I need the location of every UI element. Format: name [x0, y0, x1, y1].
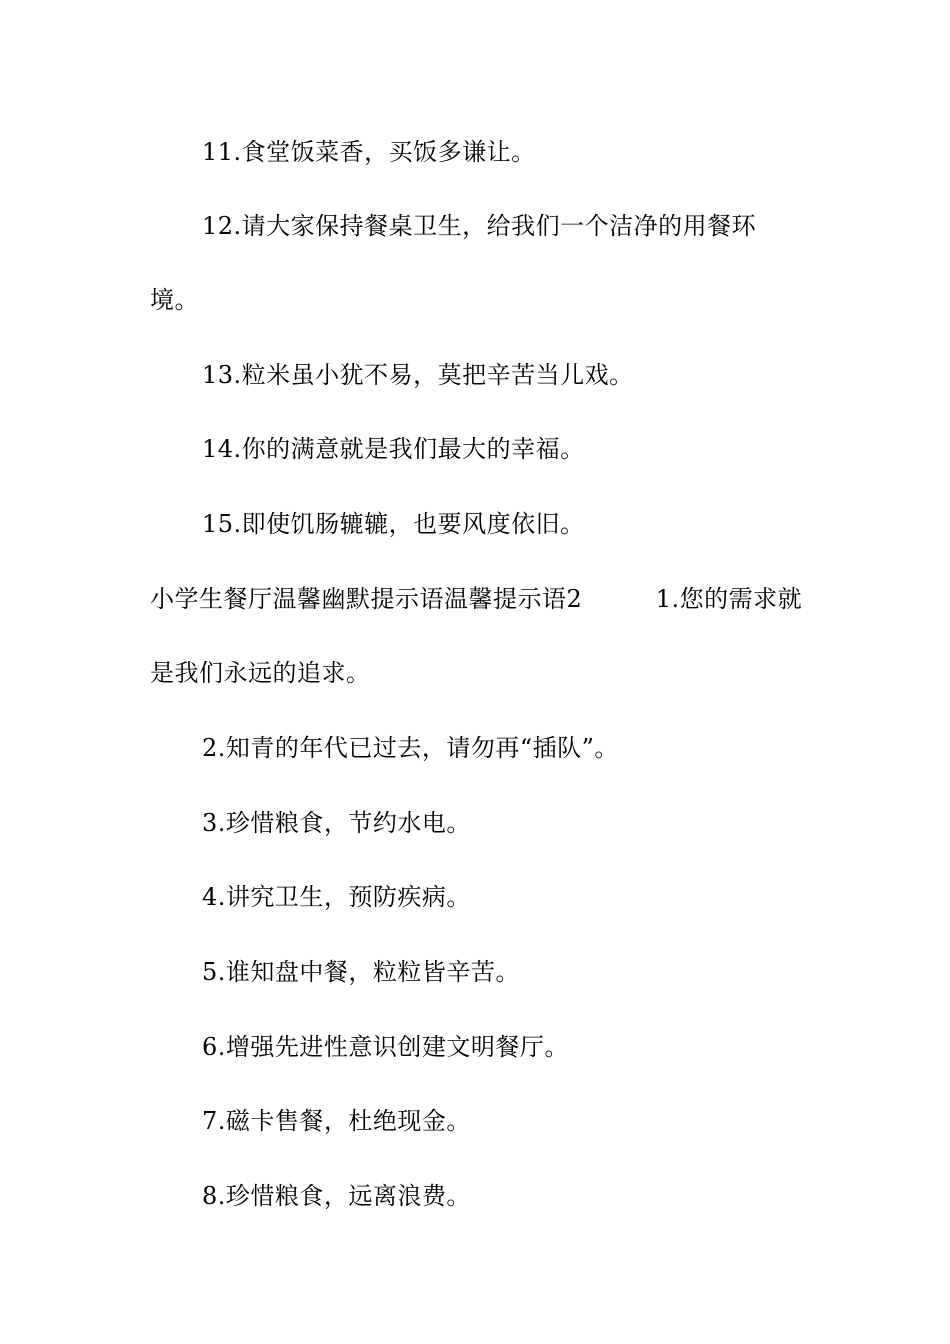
paragraph-line: 8.珍惜粮食，远离浪费。 — [202, 1182, 471, 1210]
paragraph-line: 是我们永远的追求。 — [150, 659, 371, 687]
paragraph-line: 6.增强先进性意识创建文明餐厅。 — [202, 1033, 569, 1061]
paragraph-line: 13.粒米虽小犹不易，莫把辛苦当儿戏。 — [202, 361, 634, 389]
paragraph-line: 5.谁知盘中餐，粒粒皆辛苦。 — [202, 958, 520, 986]
paragraph-line: 11.食堂饭菜香，买饭多谦让。 — [202, 138, 536, 166]
paragraph-line: 7.磁卡售餐，杜绝现金。 — [202, 1107, 471, 1135]
paragraph-line: 14.你的满意就是我们最大的幸福。 — [202, 435, 585, 463]
paragraph-line: 4.讲究卫生，预防疾病。 — [202, 883, 471, 911]
paragraph-line: 2.知青的年代已过去，请勿再“插队”。 — [202, 734, 619, 762]
paragraph-line: 15.即使饥肠辘辘，也要风度依旧。 — [202, 510, 585, 538]
paragraph-line: 3.珍惜粮食，节约水电。 — [202, 809, 471, 837]
paragraph-line: 境。 — [150, 286, 199, 314]
section-heading-line: 小学生餐厅温馨幽默提示语温馨提示语2 1.您的需求就 — [150, 585, 803, 613]
paragraph-line: 12.请大家保持餐桌卫生，给我们一个洁净的用餐环 — [202, 212, 757, 240]
